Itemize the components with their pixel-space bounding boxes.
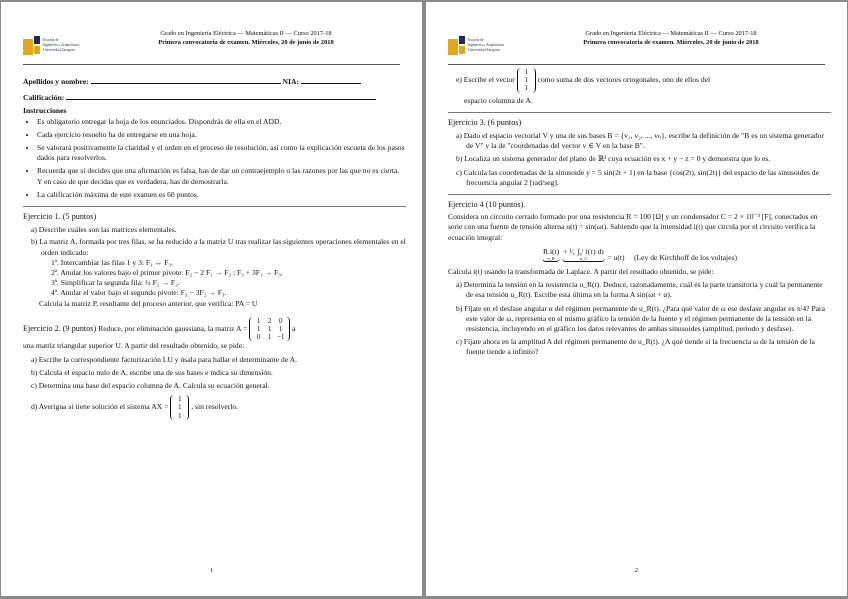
page-number: 2: [634, 567, 639, 574]
instruction-item: • Cada ejercicio resuelto ha de entregarse en una hoja.: [37, 130, 406, 140]
course-title: Grado en Ingeniería Eléctrica — Matemáticas II — Curso 2017-18: [160, 30, 332, 37]
exercise-3-item: c) Calcula las coordenadas de la sinusoide y = 5 sin(2t + 1) en la base {cos(2t), sin(2t)} del espacio de las sinusoides de frecuencia angular 2 [rad/seg].: [456, 167, 819, 187]
page-1: [1, 2, 422, 596]
page-header: [426, 28, 847, 58]
exercise-1-step: 2ª. Anular los valores bajo el primer pivote: F₂ − 2 F₁ → F₂ ; F₃ + 3F₁ → F₃.: [51, 268, 283, 278]
exercise-2-d: d) Averigua si tiene solución el sistema AX =: [31, 402, 169, 412]
name-field[interactable]: [91, 75, 281, 84]
exercise-1-calc: Calcula la matriz P, resultante del proceso anterior, que verifica: PA = U: [39, 298, 258, 308]
exam-title: Primera convocatoria de examen. Miércoles, 20 de junio de 2018: [583, 39, 759, 46]
logo-line: Ingeniería y Arquitectura: [468, 43, 505, 47]
name-label: Apellidos y nombre:: [23, 77, 89, 86]
instruction-item: • Es obligatorio entregar la hoja de los enunciados. Dispondrás de ella en el ADD.: [37, 117, 406, 127]
instruction-item: • La calificación máxima de este examen es 60 puntos.: [37, 190, 406, 200]
university-logo: [448, 36, 508, 58]
page-1-body: Apellidos y nombre: NIA: Calificación: Instrucciones • Es obligatorio entregar la hoja de los enunciados. Dispondrás de ella en el ADD. • Cada ejercicio resuelto ha de entregarse en una hoja. • Se valorará positivamente la claridad y el orden en el proceso de resolución, así como la explicación escueta de los pasos dados para resolverlos. • Recuerda que si decides que una afirmación es falsa, has de dar un contraejemplo o las razones por las que no es cierta. Y en caso de que decidas que es verdadera, has de demostrarla. • La calificación máxima de este examen es 60 puntos. Ejercicio 1. (5 puntos) a) Describe cuáles son las matrices elementales. b) La matriz A, formada por tres filas, se ha reducido a la matriz U tras realizar las siguientes operaciones elementales en el orden indicado: 1ª. Intercambiar las filas 1 y 3: F₁ ↔ F₃. 2ª. Anular los valores bajo el primer pivote: F₂ − 2 F₁ → F₂ ; F₃ + 3F₁ → F₃. 3ª. Simplificar la segunda fila: ½ F₂ → F₂. 4ª. Anular el valor bajo el segundo pivote: F₃ − 3F₂ → F₃. Calcula la matriz P, resultante del proceso anterior, que verifica: PA = U Ejercicio 2. (9 puntos) Reduce, por eliminación gaussiana, la matriz A = 1 2 0 1 1 1 0 1 −1 a una matriz triangular superior U. A partir del resultado obtenido, se pide: a) Escribe la correspondiente factorización LU y úsala para hallar el determinante de A. b) Calcula el espacio nulo de A, escribe una de sus bases e indica su dimensión. c) Determina una base del espacio columna de A. Calcula su ecuación general. d) Averigua si tiene solución el sistema AX = 1 1 1 , sin resolverlo.: [23, 75, 406, 420]
exercise-2-e: e) Escribe el vector: [456, 75, 515, 85]
exercise-4-item: c) Fíjate ahora en la amplitud A del régimen permanente de u_R(t). ¿A qué tiende si la frecuencia ω de la tensión de la fuente tiende a infinito?: [456, 337, 815, 357]
exercise-1-b: b) La matriz A, formada por tres filas, se ha reducido a la matriz U tras realizar las siguientes operaciones elementales en el orden indicado:: [31, 237, 406, 257]
course-title: Grado en Ingeniería Eléctrica — Matemáticas II — Curso 2017-18: [585, 30, 757, 37]
page-number: 1: [209, 567, 214, 574]
exercise-1-step: 1ª. Intercambiar las filas 1 y 3: F₁ ↔ F₃.: [51, 257, 173, 267]
page-2-body: e) Escribe el vector 1 1 1 como suma de dos vectores ortogonales, uno de ellos del espacio columna de A. Ejercicio 3. (6 puntos) a) Dado el espacio vectorial V y una de sus bases B = {v₁, v₂, ..., vₙ}, escribe la definición de "B es un sistema generador de V" y la de "coordenadas del vector v ∈ V en la base B". b) Localiza un sistema generador del plano de ℝ³ cuya ecuación es x + y − z = 0 y demuestra que lo es. c) Calcula las coordenadas de la sinusoide y = 5 sin(2t + 1) en la base {cos(2t), sin(2t)} del espacio de las sinusoides de frecuencia angular 2 [rad/seg]. Ejercicio 4 (10 puntos). Considera un circuito cerrado formado por una resistencia R = 100 [Ω] y un condensador C = 2 × 10⁻³ [F], conectados en serie con una fuente de tensión alterna u(t) = sin(ωt). Sabiendo que la intensidad i(t) que circula por el circuito verifica la ecuación integral: R.i(t) u_R + ¹⁄꜀ ∫₀ᵗ i(τ) dτ u_C = u(t) (Ley de Kirchhoff de los voltajes) Calcula i(t) usando la transformada de Laplace. A partir del resultado obtenido, se pide: a) Determina la tensión en la resistencia u_R(t). Deduce, razonadamente, cuál es la parte transitoria y cuál la permanente de esa tensión u_R(t). Escribe esta última en la forma A sin(ωt + α). b) Fíjate en el desfase angular α del régimen permanente de u_R(t). ¿Para qué valor de ω ese desfase angular es π/4? Para este valor de ω, representa en el mismo gráfico la tensión de la fuente y el régimen permanente de la tensión en la resistencia, incluyendo en el gráfico los datos relevantes de ambas sinusoides (amplitud, periodo y desfase). c) Fíjate ahora en la amplitud A del régimen permanente de u_R(t). ¿A qué tiende si la frecuencia ω de la tensión de la fuente tiende a infinito?: [448, 68, 831, 358]
page-2: [426, 2, 847, 596]
exercise-2-item: c) Determina una base del espacio columna de A. Calcula su ecuación general.: [31, 381, 270, 391]
exercise-2-intro: Reduce, por eliminación gaussiana, la matriz A =: [98, 323, 248, 333]
exercise-1-a: a) Describe cuáles son las matrices elementales.: [31, 225, 177, 235]
exercise-3-item: b) Localiza un sistema generador del plano de ℝ³ cuya ecuación es x + y − z = 0 y demuestra que lo es.: [456, 154, 771, 164]
vector-ones: 1 1 1: [517, 68, 536, 93]
exercise-4-title: Ejercicio 4 (10 puntos).: [448, 200, 526, 210]
exercise-2-item: a) Escribe la correspondiente factorización LU y úsala para hallar el determinante de A.: [31, 354, 298, 364]
exercise-1-title: Ejercicio 1. (5 puntos): [23, 212, 97, 222]
nia-field[interactable]: [301, 75, 361, 84]
page-header: [1, 28, 422, 58]
exercise-2-title: Ejercicio 2. (9 puntos): [23, 323, 97, 333]
exam-title: Primera convocatoria de examen. Miércoles, 20 de junio de 2018: [158, 39, 334, 46]
logo-line: Escuela de: [43, 38, 59, 42]
grade-field[interactable]: [66, 91, 376, 100]
equation-note: (Ley de Kirchhoff de los voltajes): [634, 252, 737, 262]
exercise-1-step: 3ª. Simplificar la segunda fila: ½ F₂ → F₂.: [51, 278, 180, 288]
kirchhoff-equation: R.i(t) u_R + ¹⁄꜀ ∫₀ᵗ i(τ) dτ u_C = u(t) (Ley de Kirchhoff de los voltajes): [542, 246, 737, 262]
instruction-item: • Recuerda que si decides que una afirmación es falsa, has de dar un contraejemplo o las razones por las que no es cierta. Y en caso de que decidas que es verdadera, has de demostrarla.: [37, 166, 406, 186]
logo-line: Universidad Zaragoza: [468, 48, 500, 52]
logo-line: Universidad Zaragoza: [43, 48, 75, 52]
instructions-title: Instrucciones: [23, 106, 67, 116]
exercise-4-intro: Considera un circuito cerrado formado por una resistencia R = 100 [Ω] y un condensador C = 2 × 10⁻³ [F], conectados en serie con una fuente de tensión alterna u(t) = sin(ωt). Sabiendo que la intensidad i(t) que circula por el circuito verifica la ecuación integral:: [448, 212, 818, 242]
instruction-item: • Se valorará positivamente la claridad y el orden en el proceso de resolución, así como la explicación escueta de los pasos dados para resolverlos.: [37, 143, 406, 163]
grade-label: Calificación:: [23, 93, 65, 103]
exercise-2-e-cont: espacio columna de A.: [464, 95, 533, 105]
exercise-3-title: Ejercicio 3. (6 puntos): [448, 117, 522, 127]
exercise-3-item: a) Dado el espacio vectorial V y una de sus bases B = {v₁, v₂, ..., vₙ}, escribe la definición de "B es un sistema generador de V" y la de "coordenadas del vector v ∈ V en la base B".: [456, 131, 824, 151]
exercise-2-intro-2: una matriz triangular superior U. A partir del resultado obtenido, se pide:: [23, 341, 245, 351]
exercise-4-item: b) Fíjate en el desfase angular α del régimen permanente de u_R(t). ¿Para qué valor de ω ese desfase angular es π/4? Para este valor de ω, representa en el mismo gráfico la tensión de la fuente y el régimen permanente de la tensión en la resistencia, incluyendo en el gráfico los datos relevantes de ambas sinusoides (amplitud, periodo y desfase).: [456, 303, 825, 334]
university-logo: [23, 36, 83, 58]
logo-line: Ingeniería y Arquitectura: [43, 43, 80, 47]
exercise-4-item: a) Determina la tensión en la resistencia u_R(t). Deduce, razonadamente, cuál es la parte transitoria y cuál la permanente de esa tensión u_R(t). Escribe esta última en la forma A sin(ωt + α).: [456, 280, 823, 300]
exercise-4-calc: Calcula i(t) usando la transformada de Laplace. A partir del resultado obtenido, se pide:: [448, 267, 714, 277]
logo-line: Escuela de: [468, 38, 484, 42]
vector-ones: 1 1 1: [170, 395, 189, 420]
instructions-list: [23, 117, 406, 200]
exercise-1-step: 4ª. Anular el valor bajo el segundo pivote: F₃ − 3F₂ → F₃.: [51, 288, 227, 298]
nia-label: NIA:: [282, 77, 299, 86]
exercise-2-item: b) Calcula el espacio nulo de A, escribe una de sus bases e indica su dimensión.: [31, 367, 273, 377]
matrix-a: 1 2 0 1 1 1 0 1 −1: [249, 317, 290, 342]
